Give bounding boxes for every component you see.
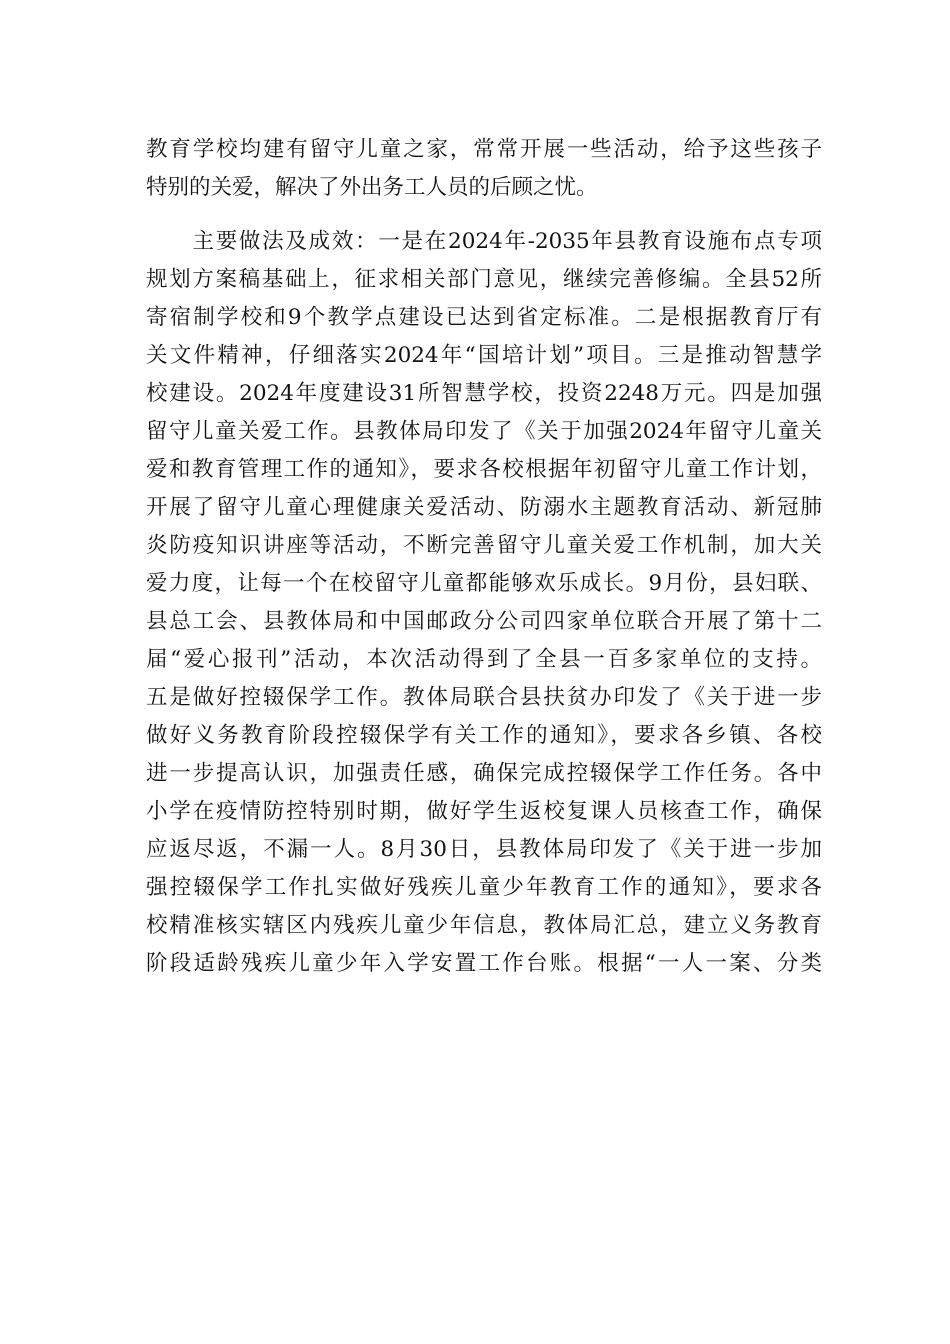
paragraph-spacer [146, 207, 822, 223]
document-body [146, 131, 822, 983]
paragraph-1 [146, 131, 822, 207]
text-line: 留守儿童关爱工作。县教体局印发了《关于加强2024年留守儿童关 [146, 419, 822, 444]
text-line: 校建设。2024年度建设31所智慧学校，投资2248万元。四是加强 [146, 381, 822, 406]
paragraph-2 [146, 223, 822, 983]
text-line: 炎防疫知识讲座等活动，不断完善留守儿童关爱工作机制，加大关 [146, 533, 822, 558]
text-line: 寄宿制学校和9个教学点建设已达到省定标准。二是根据教育厅有 [146, 305, 822, 330]
text-line: 应返尽返，不漏一人。8月30日，县教体局印发了《关于进一步加 [146, 837, 822, 862]
text-line: 爱力度，让每一个在校留守儿童都能够欢乐成长。9月份，县妇联、 [146, 571, 822, 596]
text-line: 爱和教育管理工作的通知》，要求各校根据年初留守儿童工作计划， [146, 457, 822, 482]
text-line: 做好义务教育阶段控辍保学有关工作的通知》，要求各乡镇、各校 [146, 723, 822, 748]
text-line: 进一步提高认识，加强责任感，确保完成控辍保学工作任务。各中 [146, 761, 822, 786]
text-line: 开展了留守儿童心理健康关爱活动、防溺水主题教育活动、新冠肺 [146, 495, 822, 520]
text-line: 届“爱心报刊”活动，本次活动得到了全县一百多家单位的支持。 [146, 647, 822, 672]
text-line: 强控辍保学工作扎实做好残疾儿童少年教育工作的通知》，要求各 [146, 875, 822, 900]
text-line: 校精准核实辖区内残疾儿童少年信息，教体局汇总，建立义务教育 [146, 913, 822, 938]
text-line: 主要做法及成效：一是在2024年-2035年县教育设施布点专项 [146, 229, 822, 254]
text-line: 阶段适龄残疾儿童少年入学安置工作台账。根据“一人一案、分类 [146, 951, 822, 976]
text-line: 教育学校均建有留守儿童之家，常常开展一些活动，给予这些孩子 [146, 137, 822, 162]
text-line: 特别的关爱，解决了外出务工人员的后顾之忧。 [146, 175, 598, 200]
text-line: 规划方案稿基础上，征求相关部门意见，继续完善修编。全县52所 [146, 267, 822, 292]
text-line: 县总工会、县教体局和中国邮政分公司四家单位联合开展了第十二 [146, 609, 822, 634]
text-line: 小学在疫情防控特别时期，做好学生返校复课人员核查工作，确保 [146, 799, 822, 824]
text-line: 五是做好控辍保学工作。教体局联合县扶贫办印发了《关于进一步 [146, 685, 822, 710]
text-line: 关文件精神，仔细落实2024年“国培计划”项目。三是推动智慧学 [146, 343, 822, 368]
